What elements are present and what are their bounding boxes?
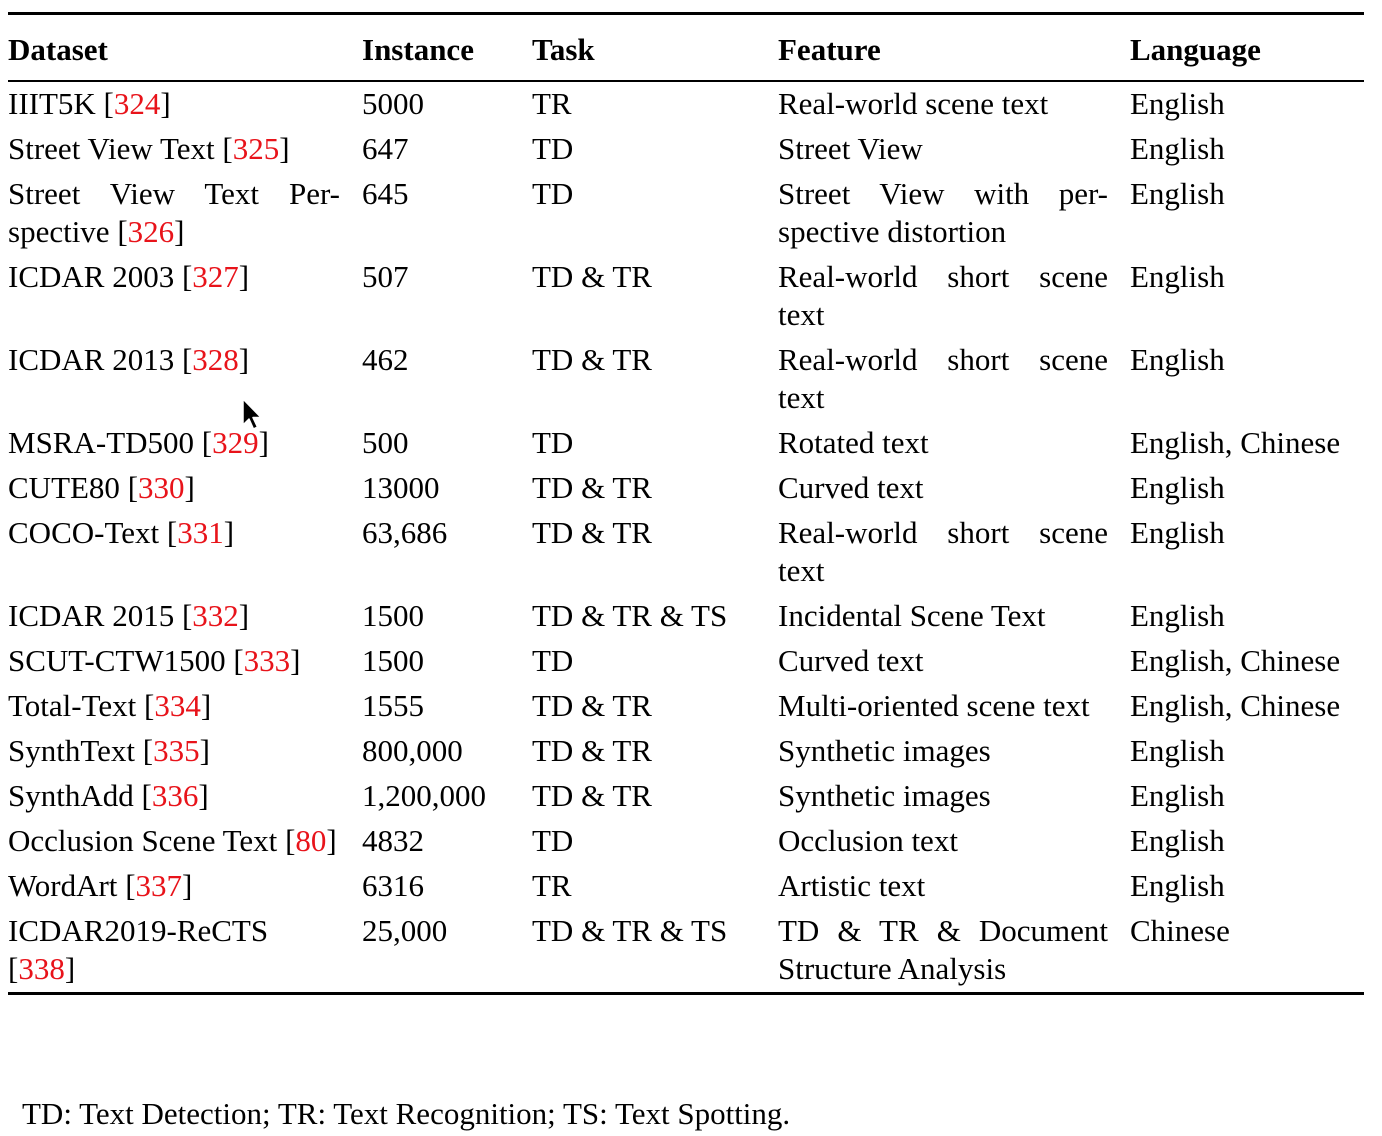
cell-language: English <box>1130 515 1225 550</box>
cell-language: English <box>1130 131 1225 166</box>
cell-task: TD <box>532 131 574 166</box>
cell-task: TD <box>532 643 574 678</box>
citation-link[interactable]: 329 <box>212 425 259 460</box>
cell-instance: 645 <box>362 176 409 211</box>
cell-language: English <box>1130 868 1225 903</box>
dataset-name: SCUT-CTW1500 <box>8 643 226 678</box>
citation-link[interactable]: 326 <box>127 214 175 249</box>
cell-task: TD & TR <box>532 688 652 723</box>
table-bottom-rule <box>8 992 1364 995</box>
cell-language: English <box>1130 598 1225 633</box>
cell-instance: 1500 <box>362 598 424 633</box>
cell-instance: 5000 <box>362 86 424 121</box>
cell-task: TD & TR & TS <box>532 913 728 948</box>
cell-instance: 4832 <box>362 823 424 858</box>
dataset-name: Street View Text <box>8 131 215 166</box>
citation-link[interactable]: 338 <box>18 951 65 986</box>
cell-dataset: ICDAR 2003 [327] <box>8 259 250 294</box>
table-row <box>8 684 1364 729</box>
table-row <box>8 172 1364 255</box>
dataset-name: ICDAR2019-ReCTS <box>8 913 269 948</box>
cell-task: TD & TR <box>532 778 652 813</box>
cell-dataset: Occlusion Scene Text [80] <box>8 823 337 858</box>
cell-instance: 462 <box>362 342 409 377</box>
table-row <box>8 338 1364 421</box>
cell-instance: 6316 <box>362 868 424 903</box>
cell-dataset: SCUT-CTW1500 [333] <box>8 643 301 678</box>
dataset-name: ICDAR 2003 <box>8 259 175 294</box>
cell-feature: TD & TR & Document Structure Analysis <box>778 913 1108 986</box>
cell-dataset: ICDAR 2015 [332] <box>8 598 250 633</box>
cell-dataset: MSRA-TD500 [329] <box>8 425 269 460</box>
table-row <box>8 639 1364 684</box>
cell-instance: 500 <box>362 425 409 460</box>
cell-language: English <box>1130 176 1225 211</box>
cell-language: English <box>1130 342 1225 377</box>
cell-instance: 1,200,000 <box>362 778 486 813</box>
cell-dataset: CUTE80 [330] <box>8 470 195 505</box>
cell-feature: Real-world scene text <box>778 86 1049 121</box>
cell-feature: Synthetic images <box>778 733 991 768</box>
dataset-name: Total-Text <box>8 688 137 723</box>
table-row <box>8 511 1364 594</box>
cell-feature: Occlusion text <box>778 823 958 858</box>
table-header-row <box>8 15 1364 80</box>
header-instance: Instance <box>362 32 474 67</box>
cell-task: TD & TR <box>532 259 652 294</box>
cell-task: TD & TR & TS <box>532 598 728 633</box>
citation-link[interactable]: 334 <box>154 688 201 723</box>
table-row <box>8 82 1364 127</box>
cell-task: TD & TR <box>532 470 652 505</box>
citation-link[interactable]: 325 <box>232 131 280 166</box>
cell-dataset: WordArt [337] <box>8 868 193 903</box>
cell-dataset: SynthAdd [336] <box>8 778 209 813</box>
cell-instance: 647 <box>362 131 409 166</box>
table-row <box>8 909 1364 992</box>
cell-task: TR <box>532 86 572 121</box>
cell-language: English <box>1130 823 1225 858</box>
table-footnote: TD: Text Detection; TR: Text Recognition; TS: Text Spotting. <box>22 1096 791 1131</box>
cell-dataset: IIIT5K [324] <box>8 86 171 121</box>
cell-instance: 800,000 <box>362 733 463 768</box>
dataset-name: IIIT5K <box>8 86 96 121</box>
cell-instance: 13000 <box>362 470 440 505</box>
citation-link[interactable]: 328 <box>192 342 239 377</box>
dataset-name: Occlusion Scene Text <box>8 823 278 858</box>
table-row <box>8 594 1364 639</box>
cell-language: English, Chinese <box>1130 688 1341 723</box>
cell-instance: 63,686 <box>362 515 448 550</box>
cell-feature: Street View with per-spective distortion <box>778 176 1108 249</box>
citation-link[interactable]: 331 <box>177 515 224 550</box>
cell-language: Chinese <box>1130 913 1230 948</box>
table-row <box>8 729 1364 774</box>
table-row <box>8 255 1364 338</box>
cell-language: English <box>1130 470 1225 505</box>
cell-instance: 1500 <box>362 643 424 678</box>
table-row <box>8 421 1364 466</box>
cell-language: English <box>1130 259 1225 294</box>
cell-dataset: Street View Text Per-spective [326] <box>8 176 340 249</box>
cell-feature: Real-world short scene text <box>778 342 1108 415</box>
citation-link[interactable]: 324 <box>113 86 161 121</box>
cell-task: TD & TR <box>532 342 652 377</box>
cell-language: English, Chinese <box>1130 425 1341 460</box>
cell-feature: Rotated text <box>778 425 929 460</box>
dataset-name: ICDAR 2015 <box>8 598 182 633</box>
citation-link[interactable]: 80 <box>295 823 327 858</box>
cell-dataset: ICDAR2019-ReCTS [338] <box>8 913 269 986</box>
cell-language: English, Chinese <box>1130 643 1341 678</box>
citation-link[interactable]: 335 <box>153 733 200 768</box>
dataset-name: WordArt <box>8 868 118 903</box>
cell-feature: Multi-oriented scene text <box>778 688 1090 723</box>
header-dataset: Dataset <box>8 32 108 67</box>
cell-feature: Real-world short scene text <box>778 515 1108 588</box>
header-task: Task <box>532 32 595 67</box>
cell-task: TD & TR <box>532 515 652 550</box>
header-feature: Feature <box>778 32 881 67</box>
mouse-pointer-icon <box>241 398 263 432</box>
cell-task: TD <box>532 425 574 460</box>
dataset-table <box>8 15 1364 80</box>
citation-link[interactable]: 336 <box>151 778 199 813</box>
cell-task: TD & TR <box>532 733 652 768</box>
cell-feature: Curved text <box>778 470 924 505</box>
citation-link[interactable]: 332 <box>192 598 239 633</box>
cell-language: English <box>1130 778 1225 813</box>
dataset-name: CUTE80 <box>8 470 120 505</box>
table-row <box>8 864 1364 909</box>
cell-language: English <box>1130 733 1225 768</box>
table-row <box>8 774 1364 819</box>
cell-feature: Incidental Scene Text <box>778 598 1046 633</box>
dataset-name: SynthAdd <box>8 778 134 813</box>
table-row <box>8 819 1364 864</box>
cell-instance: 1555 <box>362 688 424 723</box>
table-row <box>8 127 1364 172</box>
cell-instance: 507 <box>362 259 409 294</box>
cell-dataset: COCO-Text [331] <box>8 515 235 550</box>
cell-feature: Real-world short scene text <box>778 259 1108 332</box>
citation-link[interactable]: 327 <box>192 259 239 294</box>
table-row <box>8 466 1364 511</box>
dataset-name: Street View Text Per-spective <box>8 176 340 249</box>
dataset-table-container <box>8 12 1364 995</box>
cell-feature: Synthetic images <box>778 778 991 813</box>
citation-link[interactable]: 337 <box>135 868 183 903</box>
dataset-name: MSRA-TD500 <box>8 425 195 460</box>
cell-feature: Street View <box>778 131 923 166</box>
citation-link[interactable]: 330 <box>138 470 185 505</box>
cell-feature: Curved text <box>778 643 924 678</box>
dataset-name: COCO-Text <box>8 515 160 550</box>
cell-task: TD <box>532 176 574 211</box>
cell-dataset: Total-Text [334] <box>8 688 212 723</box>
cell-task: TR <box>532 868 572 903</box>
cell-instance: 25,000 <box>362 913 448 948</box>
cell-dataset: Street View Text [325] <box>8 131 290 166</box>
cell-feature: Artistic text <box>778 868 926 903</box>
header-language: Language <box>1130 32 1261 67</box>
table-body <box>8 82 1364 992</box>
dataset-name: SynthText <box>8 733 135 768</box>
cell-dataset: ICDAR 2013 [328] <box>8 342 250 377</box>
citation-link[interactable]: 333 <box>243 643 291 678</box>
cell-task: TD <box>532 823 574 858</box>
dataset-table-body <box>8 82 1364 992</box>
dataset-name: ICDAR 2013 <box>8 342 175 377</box>
cell-language: English <box>1130 86 1225 121</box>
cell-dataset: SynthText [335] <box>8 733 210 768</box>
